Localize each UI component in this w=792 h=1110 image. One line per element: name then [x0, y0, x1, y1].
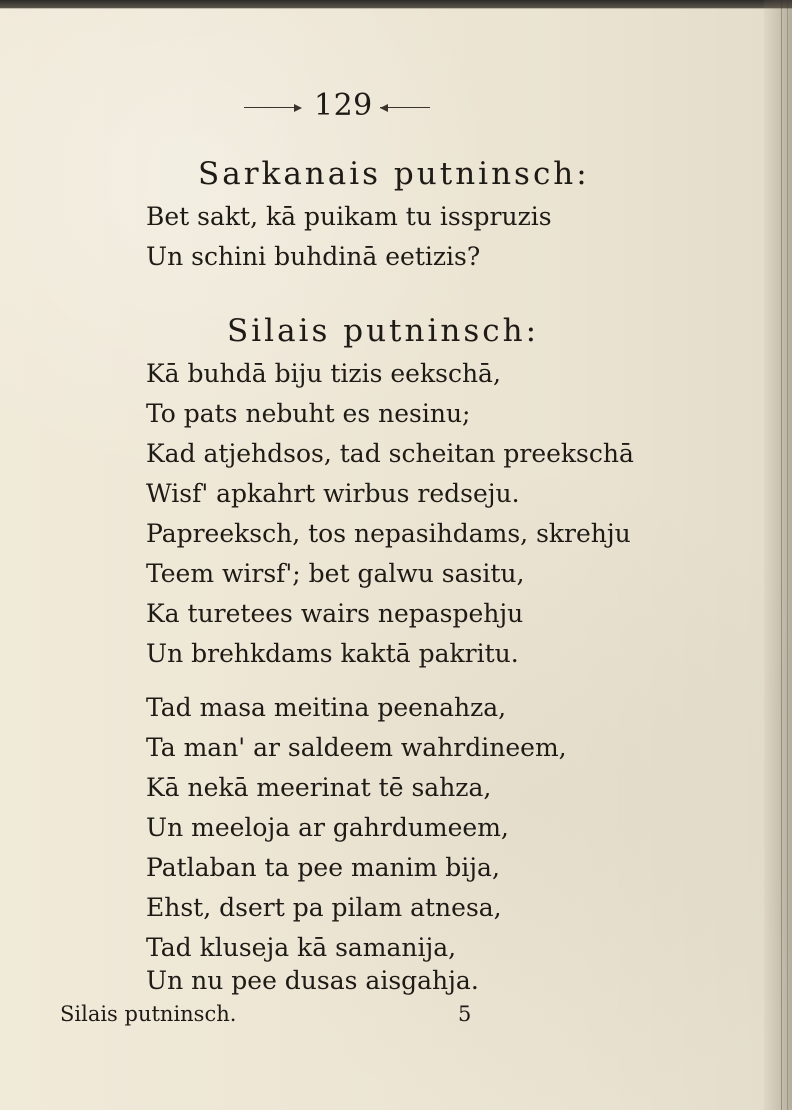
poem-line: Un brehkdams kaktā pakritu.: [146, 639, 519, 668]
poem-line: Papreeksch, tos nepasihdams, skrehju: [146, 519, 631, 548]
poem-line: Bet sakt, kā puikam tu isspruzis: [146, 202, 552, 231]
poem-line: Kā buhdā biju tizis eekschā,: [146, 359, 501, 388]
poem-line: Un meeloja ar gahrdumeem,: [146, 813, 509, 842]
poem-line: Teem wirsf'; bet galwu sasitu,: [146, 559, 525, 588]
poem-line: Ehst, dsert pa pilam atnesa,: [146, 893, 502, 922]
poem-line: Wisf' apkahrt wirbus redseju.: [146, 479, 520, 508]
poem-line: To pats nebuht es nesinu;: [146, 399, 471, 428]
page-footer: [0, 1002, 792, 1032]
poem-line: Un nu pee dusas aisgahja.: [146, 966, 479, 995]
poem-line: Tad kluseja kā samanija,: [146, 933, 457, 962]
speaker-heading-2: Silais putninsch:: [227, 313, 540, 349]
page-number: 129: [314, 88, 373, 123]
poem-line: Patlaban ta pee manim bija,: [146, 853, 500, 882]
poem-line: Un schini buhdinā eetizis?: [146, 242, 481, 271]
sheet-number: 5: [458, 1002, 472, 1026]
poem-line: Ka turetees wairs nepaspehju: [146, 599, 524, 628]
poem-line: Tad masa meitina peenahza,: [146, 693, 507, 722]
signature-mark: Silais putninsch.: [60, 1002, 237, 1026]
poem-line: Kad atjehdsos, tad scheitan preekschā: [146, 439, 634, 468]
poem-line: Kā nekā meerinat tē sahza,: [146, 773, 492, 802]
speaker-heading-1: Sarkanais putninsch:: [198, 156, 590, 192]
poem-line: Ta man' ar saldeem wahrdineem,: [146, 733, 567, 762]
